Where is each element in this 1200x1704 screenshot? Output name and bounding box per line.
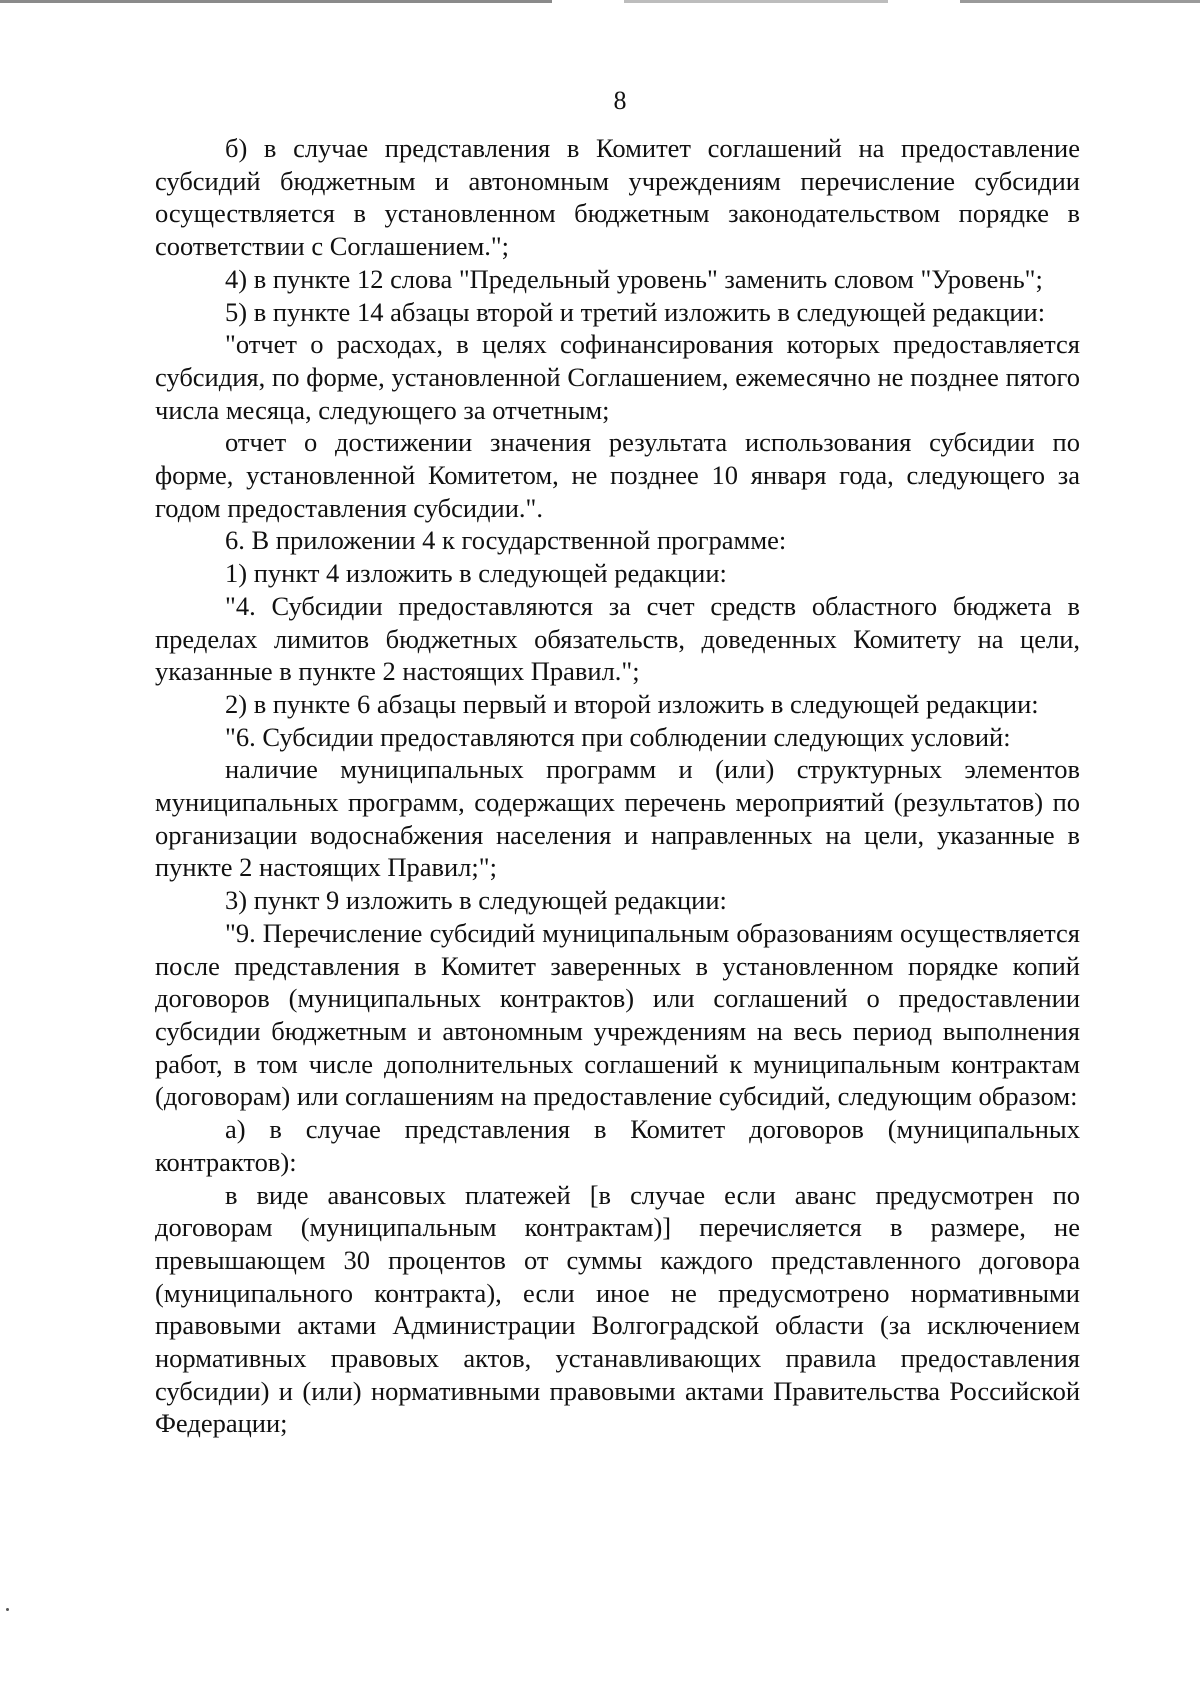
paragraph-2: 4) в пункте 12 слова "Предельный уровень" заменить словом "Уровень"; <box>225 263 1043 294</box>
paragraph-15: в виде авансовых платежей [в случае если аванс предусмотрен по договорам (муниципальным контрактам)] перечисляется в размере, не превышающем 30 процентов от суммы каждого представленного договора (муниципального контракта), если иное не предусмотрено нормативными правовыми актами Администрации Волгоградской области (за исключением нормативных правовых актов, устанавливающих правила предоставления субсидии) и (или) нормативными правовыми актами Правительства Российской Федерации; <box>155 1179 1080 1439</box>
paragraph-14: а) в случае представления в Комитет договоров (муниципальных контрактов): <box>155 1114 1080 1177</box>
paragraph-13: "9. Перечисление субсидий муниципальным образованиям осуществляется после представления в Комитет заверенных в установленном порядке копий договоров (муниципальных контрактов) или соглашений о предоставлении субсидии бюджетным и автономным учреждениям на весь период выполнения работ, в том числе дополнительных соглашений к муниципальным контрактам (договорам) или соглашениям на предоставление субсидий, следующим образом: <box>155 917 1080 1112</box>
scan-speck <box>6 1608 9 1611</box>
paragraph-3: 5) в пункте 14 абзацы второй и третий изложить в следующей редакции: <box>225 296 1046 327</box>
paragraph-4: "отчет о расходах, в целях софинансирования которых предоставляется субсидия, по форме, установленной Соглашением, ежемесячно не позднее пятого числа месяца, следующего за отчетным; <box>155 329 1080 425</box>
paragraph-10: "6. Субсидии предоставляются при соблюдении следующих условий: <box>225 721 1011 752</box>
paragraph-11: наличие муниципальных программ и (или) структурных элементов муниципальных программ, содержащих перечень мероприятий (результатов) по организации водоснабжения населения и направленных на цели, указанные в пункте 2 настоящих Правил;"; <box>155 754 1080 883</box>
paragraph-12: 3) пункт 9 изложить в следующей редакции: <box>225 885 727 916</box>
paragraph-7: 1) пункт 4 изложить в следующей редакции: <box>225 558 727 589</box>
paragraph-1: б) в случае представления в Комитет соглашений на предоставление субсидий бюджетным и автономным учреждениям перечисление субсидии осуществляется в установленном бюджетным законодательством порядке в соответствии с Соглашением."; <box>155 133 1080 262</box>
paragraph-6: 6. В приложении 4 к государственной программе: <box>225 525 787 556</box>
scan-edge-line <box>0 0 1200 3</box>
paragraph-8: "4. Субсидии предоставляются за счет средств областного бюджета в пределах лимитов бюджетных обязательств, доведенных Комитету на цели, указанные в пункте 2 настоящих Правил."; <box>155 590 1080 687</box>
page-number: 8 <box>613 86 627 115</box>
document-body <box>155 132 1080 1440</box>
paragraph-9: 2) в пункте 6 абзацы первый и второй изложить в следующей редакции: <box>225 688 1039 719</box>
paragraph-5: отчет о достижении значения результата использования субсидии по форме, установленной Комитетом, не позднее 10 января года, следующего за годом предоставления субсидии.". <box>155 427 1080 523</box>
